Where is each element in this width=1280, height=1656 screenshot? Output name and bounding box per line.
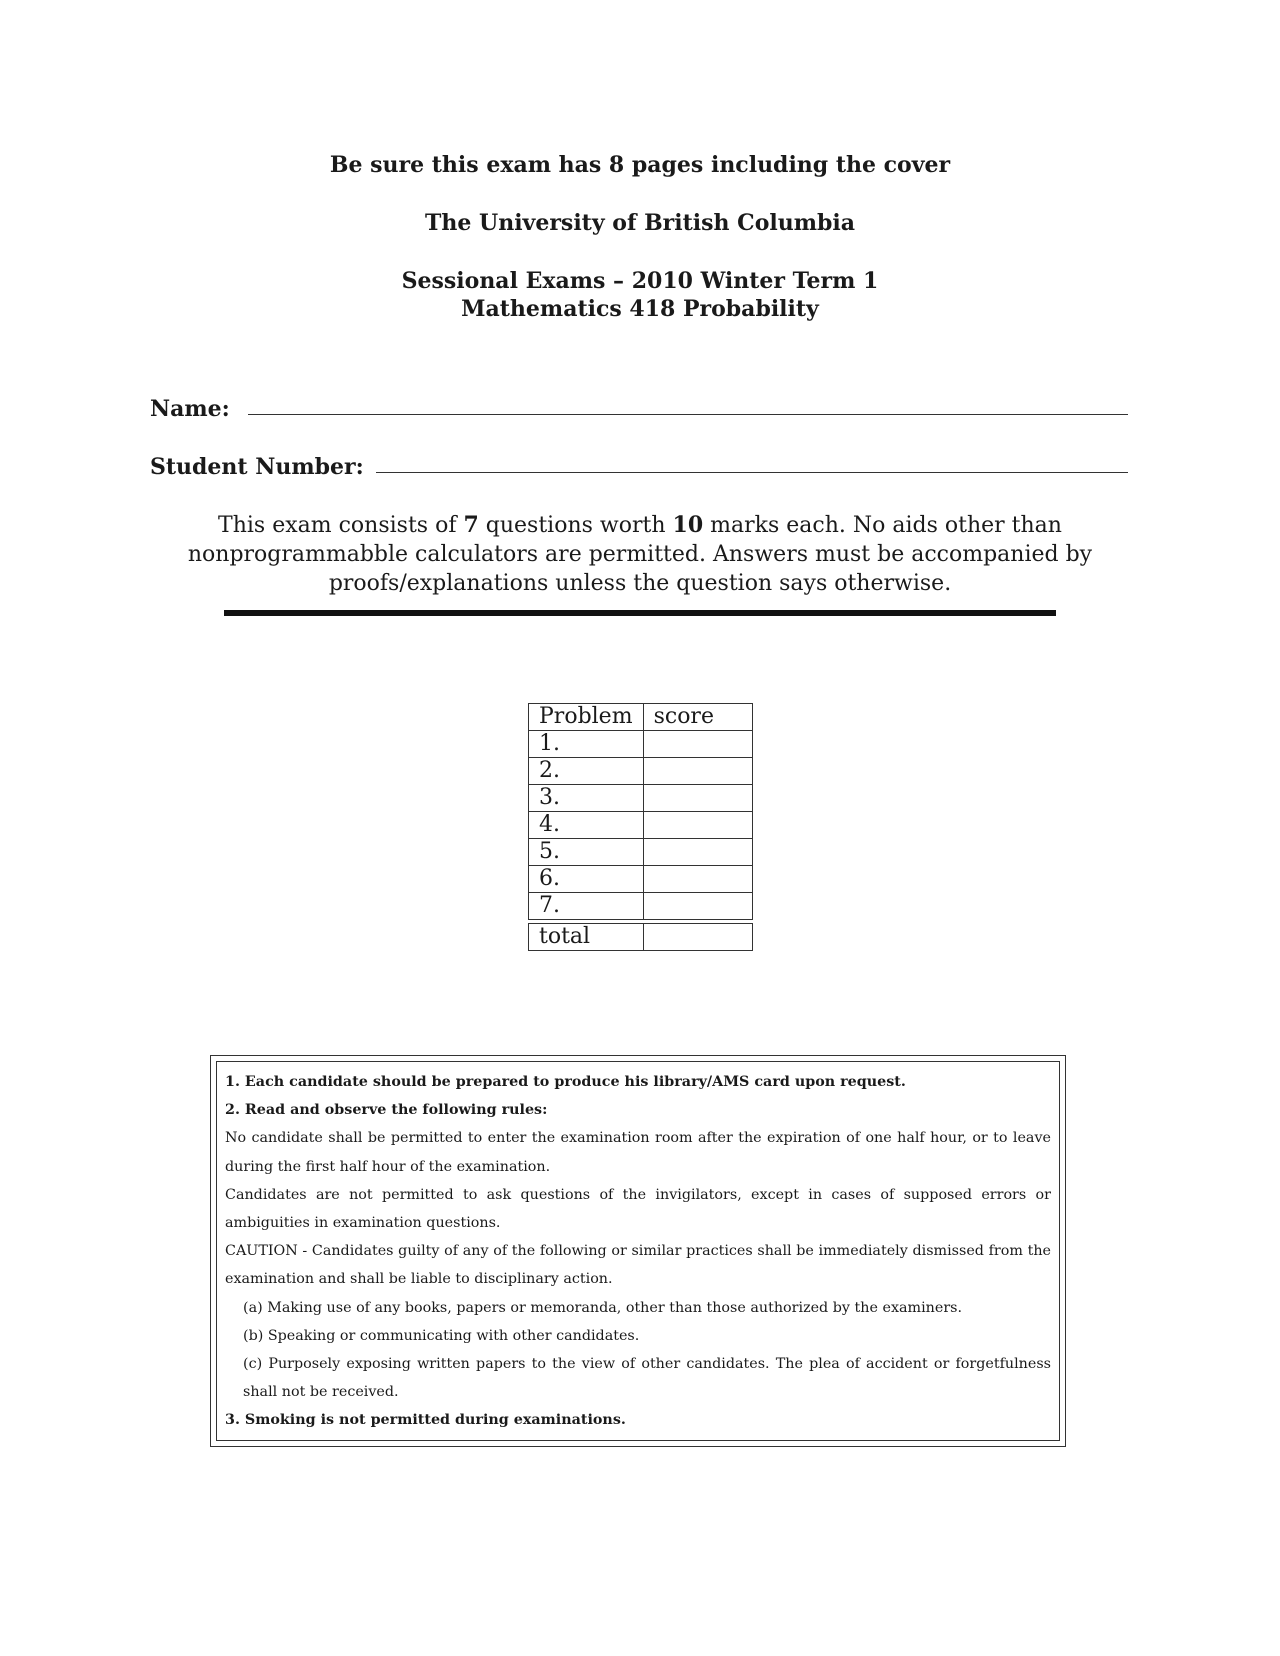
rule-paragraph-late-entry: No candidate shall be permitted to enter the examination room after the expiration of one half hour, or to leave during the first half hour of the examination.	[225, 1130, 1051, 1175]
score-cell[interactable]	[643, 866, 752, 893]
rule-item-b: (b) Speaking or communicating with other candidates.	[243, 1327, 640, 1344]
table-row	[529, 731, 753, 758]
score-cell[interactable]	[643, 785, 752, 812]
table-header-row	[529, 704, 753, 731]
intro-text-3: marks each. No aids other than nonprogrammabble calculators are permitted. Answers must be accompanied by proofs/explanations unless the question says otherwise.	[187, 513, 1093, 596]
name-line[interactable]	[248, 414, 1128, 415]
intro-text-1: This exam consists of	[218, 513, 464, 538]
exam-rules-box	[210, 1055, 1066, 1447]
score-cell[interactable]	[643, 758, 752, 785]
total-score-cell[interactable]	[643, 924, 752, 951]
header-problem: Problem	[529, 704, 644, 731]
course-title: Mathematics 418 Probability	[461, 296, 819, 322]
student-number-label: Student Number:	[150, 454, 364, 480]
rule-item-c: (c) Purposely exposing written papers to the view of other candidates. The plea of accident or forgetfulness shall not be received.	[243, 1356, 1051, 1401]
problem-number: 4.	[529, 812, 644, 839]
name-label: Name:	[150, 396, 230, 422]
num-questions: 7	[463, 512, 479, 538]
header-score: score	[643, 704, 752, 731]
score-cell[interactable]	[643, 812, 752, 839]
exam-rules-content	[216, 1061, 1060, 1441]
problem-number: 1.	[529, 731, 644, 758]
table-row	[529, 866, 753, 893]
student-number-line[interactable]	[376, 472, 1128, 473]
exam-instructions	[150, 511, 1130, 598]
table-row	[529, 893, 753, 920]
page-count-notice: Be sure this exam has 8 pages including the cover	[329, 152, 951, 178]
problem-number: 3.	[529, 785, 644, 812]
problem-number: 6.	[529, 866, 644, 893]
intro-text-2: questions worth	[478, 513, 673, 538]
score-cell[interactable]	[643, 893, 752, 920]
score-cell[interactable]	[643, 731, 752, 758]
rule-1: 1. Each candidate should be prepared to produce his library/AMS card upon request.	[225, 1074, 906, 1090]
rule-2: 2. Read and observe the following rules:	[225, 1102, 548, 1119]
table-row	[529, 785, 753, 812]
university-name: The University of British Columbia	[425, 210, 855, 236]
total-label: total	[529, 924, 644, 951]
table-row	[529, 812, 753, 839]
marks-each: 10	[672, 512, 704, 538]
total-row	[529, 924, 753, 951]
problem-number: 7.	[529, 893, 644, 920]
rule-paragraph-caution: CAUTION - Candidates guilty of any of the following or similar practices shall be immediately dismissed from the examination and shall be liable to disciplinary action.	[225, 1243, 1051, 1288]
score-cell[interactable]	[643, 839, 752, 866]
score-table	[528, 703, 753, 951]
table-row	[529, 839, 753, 866]
divider-rule	[224, 610, 1056, 616]
rule-3: 3. Smoking is not permitted during examinations.	[225, 1412, 626, 1429]
rule-item-a: (a) Making use of any books, papers or memoranda, other than those authorized by the examiners.	[243, 1299, 963, 1316]
session-title: Sessional Exams – 2010 Winter Term 1	[401, 268, 879, 294]
problem-number: 2.	[529, 758, 644, 785]
problem-number: 5.	[529, 839, 644, 866]
rule-paragraph-questions: Candidates are not permitted to ask questions of the invigilators, except in cases of supposed errors or ambiguities in examination questions.	[225, 1186, 1051, 1232]
table-row	[529, 758, 753, 785]
